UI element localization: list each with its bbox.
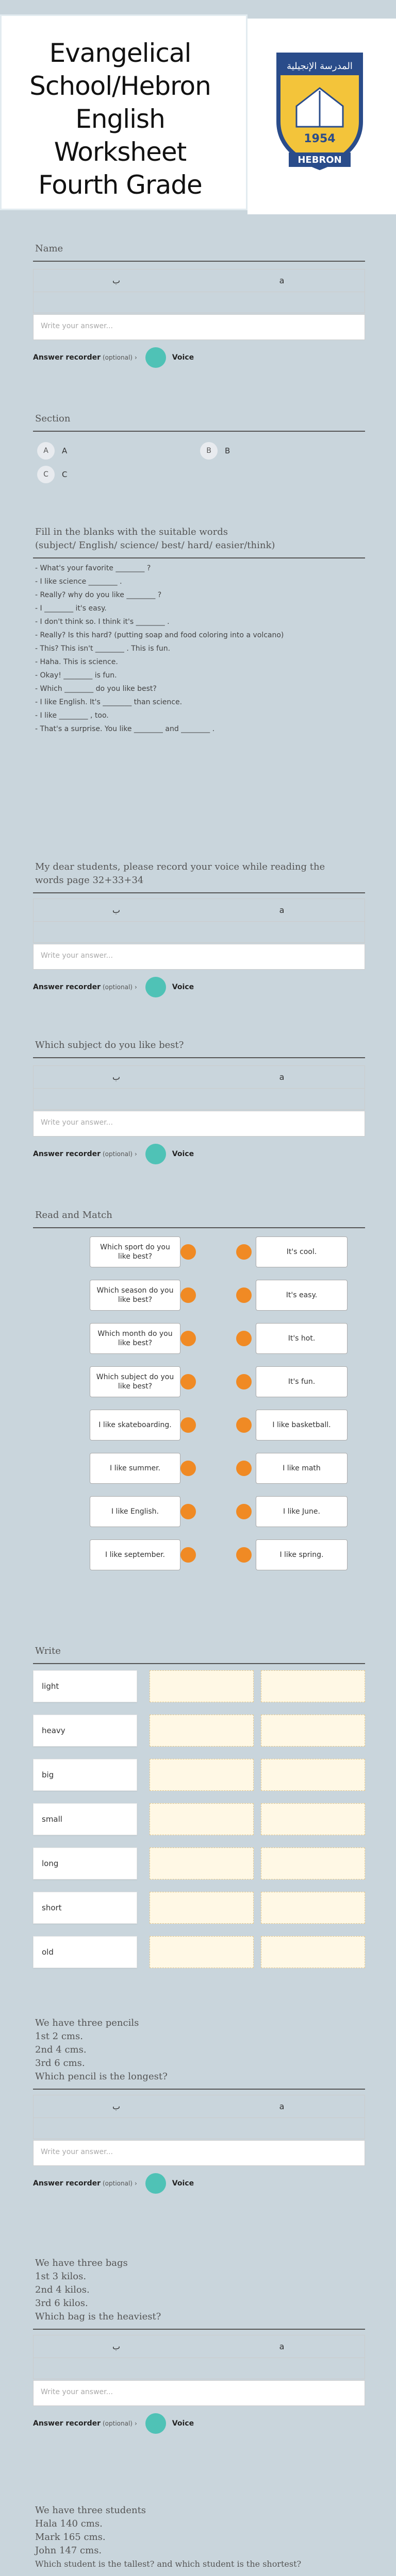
divider — [33, 261, 365, 262]
question-sublabel: words page 32+33+34 — [35, 875, 144, 886]
match-right-connector[interactable] — [236, 1417, 252, 1433]
voice-label: Voice — [172, 2419, 194, 2428]
answer-table-head — [34, 2095, 365, 2118]
match-right-item[interactable]: I like spring. — [256, 1539, 348, 1570]
page-title — [7, 37, 234, 201]
answer-input[interactable]: Write your answer... — [33, 2380, 365, 2406]
question-text — [25, 2016, 373, 2083]
recorder-arrow: › — [134, 2180, 137, 2187]
match-left-item[interactable]: I like skateboarding. — [90, 1410, 180, 1440]
answer-table — [33, 1065, 365, 1110]
recorder-optional: (optional) — [102, 2180, 133, 2187]
question-label: Fill in the blanks with the suitable words — [35, 527, 228, 537]
col-right: a — [279, 276, 285, 285]
recorder-label: Answer recorder — [33, 1150, 101, 1158]
match-left-connector[interactable] — [180, 1244, 196, 1260]
match-right-connector[interactable] — [236, 1287, 252, 1303]
fill-line: - I like English. It's ________ than science. — [35, 698, 183, 706]
question-label: Write — [35, 1646, 61, 1656]
question-write — [25, 1645, 373, 2005]
question-line: We have three students — [35, 2505, 146, 2516]
write-answer-box[interactable] — [261, 1892, 365, 1924]
fill-line: - I like science ________ . — [35, 578, 122, 586]
voice-label: Voice — [172, 983, 194, 991]
answer-table — [33, 2095, 365, 2139]
match-left-connector[interactable] — [180, 1504, 196, 1519]
answer-recorder — [33, 1142, 194, 1166]
recorder-optional: (optional) — [102, 1150, 133, 1158]
fill-line: - This? This isn't ________ . This is fun. — [35, 645, 171, 653]
option-text: A — [62, 446, 68, 455]
question-text — [25, 2257, 373, 2324]
recorder-optional: (optional) — [102, 984, 133, 991]
option-text: C — [62, 470, 68, 479]
answer-table — [33, 2335, 365, 2379]
voice-record-button[interactable] — [145, 1144, 166, 1164]
col-left: ب — [112, 2102, 121, 2111]
answer-table — [33, 269, 365, 313]
match-right-item[interactable]: It's cool. — [256, 1236, 348, 1267]
match-left-connector[interactable] — [180, 1547, 196, 1563]
question-line: We have three bags — [35, 2258, 128, 2268]
match-right-connector[interactable] — [236, 1504, 252, 1519]
voice-record-button[interactable] — [145, 977, 166, 997]
question-best-subject — [25, 1039, 373, 1158]
logo-city: HEBRON — [298, 155, 342, 165]
school-logo — [268, 49, 371, 173]
voice-record-button[interactable] — [145, 2173, 166, 2194]
match-left-connector[interactable] — [180, 1331, 196, 1346]
question-line: Which pencil is the longest? — [35, 2071, 168, 2082]
answer-table — [33, 899, 365, 943]
write-word: short — [33, 1892, 137, 1924]
question-name — [25, 242, 373, 362]
match-left-item[interactable]: Which sport do you like best? — [90, 1236, 180, 1267]
fill-line: - I ________ it's easy. — [35, 604, 107, 613]
recorder-optional: (optional) — [102, 2420, 133, 2427]
voice-label: Voice — [172, 353, 194, 362]
question-read-match — [25, 1209, 373, 1621]
divider — [33, 2089, 365, 2090]
match-right-item[interactable]: It's fun. — [256, 1366, 348, 1397]
fill-line: - Haha. This is science. — [35, 658, 118, 666]
answer-recorder — [33, 975, 194, 999]
title-line: School/Hebron — [29, 71, 211, 101]
question-line: 3rd 6 cms. — [35, 2058, 85, 2069]
recorder-optional: (optional) — [102, 354, 133, 361]
answer-table-head — [34, 2335, 365, 2358]
match-right-item[interactable]: I like June. — [256, 1496, 348, 1527]
question-line: 1st 3 kilos. — [35, 2271, 87, 2282]
write-answer-box[interactable] — [261, 1936, 365, 1968]
col-right: a — [279, 905, 285, 915]
match-left-connector[interactable] — [180, 1417, 196, 1433]
match-left-item[interactable]: Which month do you like best? — [90, 1323, 180, 1354]
question-label: Which subject do you like best? — [35, 1040, 184, 1050]
divider — [33, 2329, 365, 2330]
write-answer-box[interactable] — [150, 1848, 254, 1879]
voice-label: Voice — [172, 2179, 194, 2188]
match-left-connector[interactable] — [180, 1287, 196, 1303]
write-word: old — [33, 1936, 137, 1968]
recorder-arrow: › — [134, 2420, 137, 2427]
answer-table-head — [34, 269, 365, 292]
match-left-item[interactable]: Which season do you like best? — [90, 1280, 180, 1311]
divider — [33, 1663, 365, 1664]
question-pencils — [25, 2016, 373, 2188]
recorder-label: Answer recorder — [33, 2419, 101, 2428]
write-answer-box[interactable] — [261, 1803, 365, 1835]
answer-recorder — [33, 2411, 194, 2436]
question-students — [25, 2504, 373, 2576]
write-word: light — [33, 1670, 137, 1702]
question-label: My dear students, please record your voice while reading the — [35, 861, 325, 872]
table-spacer — [34, 922, 365, 942]
divider — [33, 1227, 365, 1228]
question-line: Hala 140 cms. — [35, 2518, 103, 2529]
question-line: 2nd 4 cms. — [35, 2044, 87, 2055]
option-letter: B — [200, 442, 218, 460]
question-line: Which bag is the heaviest? — [35, 2311, 161, 2322]
table-spacer — [34, 1089, 365, 1109]
question-text — [25, 2504, 373, 2571]
table-spacer — [34, 292, 365, 313]
answer-input[interactable]: Write your answer... — [33, 314, 365, 340]
match-right-item[interactable]: It's hot. — [256, 1323, 348, 1354]
fill-line: - What's your favorite ________ ? — [35, 564, 151, 572]
answer-recorder — [33, 345, 194, 370]
write-word: small — [33, 1803, 137, 1835]
write-answer-box[interactable] — [150, 1936, 254, 1968]
table-spacer — [34, 2118, 365, 2139]
section-option-a[interactable] — [37, 442, 67, 460]
title-line: Worksheet — [54, 137, 187, 167]
title-line: Evangelical — [49, 38, 191, 68]
match-left-item[interactable]: Which subject do you like best? — [90, 1366, 180, 1397]
col-right: a — [279, 1072, 285, 1082]
recorder-label: Answer recorder — [33, 2179, 101, 2188]
col-left: ب — [112, 276, 121, 285]
option-letter: A — [37, 442, 55, 460]
question-label: Name — [35, 243, 63, 254]
option-letter: C — [37, 466, 55, 483]
question-line: 3rd 6 kilos. — [35, 2298, 88, 2309]
match-right-connector[interactable] — [236, 1547, 252, 1563]
option-text: B — [225, 446, 230, 455]
divider — [33, 892, 365, 893]
match-right-item[interactable]: I like math — [256, 1453, 348, 1484]
fill-line: - Really? why do you like ________ ? — [35, 591, 162, 599]
match-right-connector[interactable] — [236, 1331, 252, 1346]
fill-line: - Really? Is this hard? (putting soap and food coloring into a volcano) — [35, 631, 284, 639]
recorder-arrow: › — [134, 984, 137, 991]
question-line: Mark 165 cms. — [35, 2532, 106, 2543]
fill-lines — [35, 562, 355, 736]
table-spacer — [34, 2358, 365, 2379]
question-section — [25, 412, 373, 479]
answer-table-head — [34, 1066, 365, 1089]
match-left-connector[interactable] — [180, 1374, 196, 1389]
question-sublabel: (subject/ English/ science/ best/ hard/ easier/think) — [35, 540, 275, 551]
write-word: heavy — [33, 1715, 137, 1747]
question-bags — [25, 2257, 373, 2428]
recorder-arrow: › — [134, 354, 137, 361]
col-left: ب — [112, 905, 121, 915]
write-answer-box[interactable] — [150, 1759, 254, 1791]
logo-area — [248, 19, 396, 214]
header-card — [0, 14, 248, 210]
question-label: Section — [35, 413, 71, 424]
write-answer-box[interactable] — [261, 1670, 365, 1702]
write-answer-box[interactable] — [150, 1803, 254, 1835]
logo-year: 1954 — [304, 132, 336, 145]
question-line: John 147 cms. — [35, 2545, 102, 2556]
fill-line: - Okay! ________ is fun. — [35, 671, 117, 680]
section-option-b[interactable] — [200, 442, 230, 460]
recorder-arrow: › — [134, 1150, 137, 1158]
write-answer-box[interactable] — [261, 1715, 365, 1747]
fill-line: - That's a surprise. You like ________ and ________ . — [35, 725, 215, 733]
title-line: English — [75, 104, 165, 134]
voice-label: Voice — [172, 1150, 194, 1158]
voice-record-button[interactable] — [145, 347, 166, 368]
answer-input[interactable]: Write your answer... — [33, 944, 365, 970]
match-right-connector[interactable] — [236, 1374, 252, 1389]
match-right-item[interactable]: I like basketball. — [256, 1410, 348, 1440]
question-line: We have three pencils — [35, 2018, 139, 2028]
write-word: long — [33, 1848, 137, 1879]
fill-line: - I don't think so. I think it's ________ . — [35, 618, 170, 626]
divider — [33, 431, 365, 432]
fill-line: - Which ________ do you like best? — [35, 685, 157, 693]
match-right-item[interactable]: It's easy. — [256, 1280, 348, 1311]
write-answer-box[interactable] — [150, 1715, 254, 1747]
write-answer-box[interactable] — [261, 1848, 365, 1879]
divider — [33, 1057, 365, 1058]
question-voice-reading — [25, 860, 373, 991]
fill-line: - I like ________ , too. — [35, 711, 109, 720]
logo-arabic-text: المدرسة الإنجيلية — [287, 61, 353, 72]
question-label: Read and Match — [35, 1210, 112, 1221]
match-left-item[interactable]: I like English. — [90, 1496, 180, 1527]
answer-recorder — [33, 2171, 194, 2196]
question-fill-blanks — [25, 526, 373, 733]
col-right: a — [279, 2342, 285, 2351]
write-answer-box[interactable] — [150, 1892, 254, 1924]
section-option-c[interactable] — [37, 466, 67, 483]
answer-table-head — [34, 899, 365, 922]
divider — [33, 557, 365, 558]
write-answer-box[interactable] — [150, 1670, 254, 1702]
col-right: a — [279, 2102, 285, 2111]
write-answer-box[interactable] — [261, 1759, 365, 1791]
match-left-connector[interactable] — [180, 1461, 196, 1476]
match-left-item[interactable]: I like summer. — [90, 1453, 180, 1484]
recorder-label: Answer recorder — [33, 353, 101, 362]
write-word: big — [33, 1759, 137, 1791]
match-right-connector[interactable] — [236, 1461, 252, 1476]
answer-input[interactable]: Write your answer... — [33, 1111, 365, 1137]
match-left-item[interactable]: I like september. — [90, 1539, 180, 1570]
question-line: 2nd 4 kilos. — [35, 2284, 90, 2295]
recorder-label: Answer recorder — [33, 983, 101, 991]
voice-record-button[interactable] — [145, 2413, 166, 2434]
question-line: 1st 2 cms. — [35, 2031, 83, 2042]
answer-input[interactable]: Write your answer... — [33, 2140, 365, 2166]
match-right-connector[interactable] — [236, 1244, 252, 1260]
col-left: ب — [112, 1072, 121, 1082]
question-line: Which student is the tallest? and which student is the shortest? — [35, 2559, 302, 2569]
title-line: Fourth Grade — [38, 170, 202, 200]
col-left: ب — [112, 2342, 121, 2351]
